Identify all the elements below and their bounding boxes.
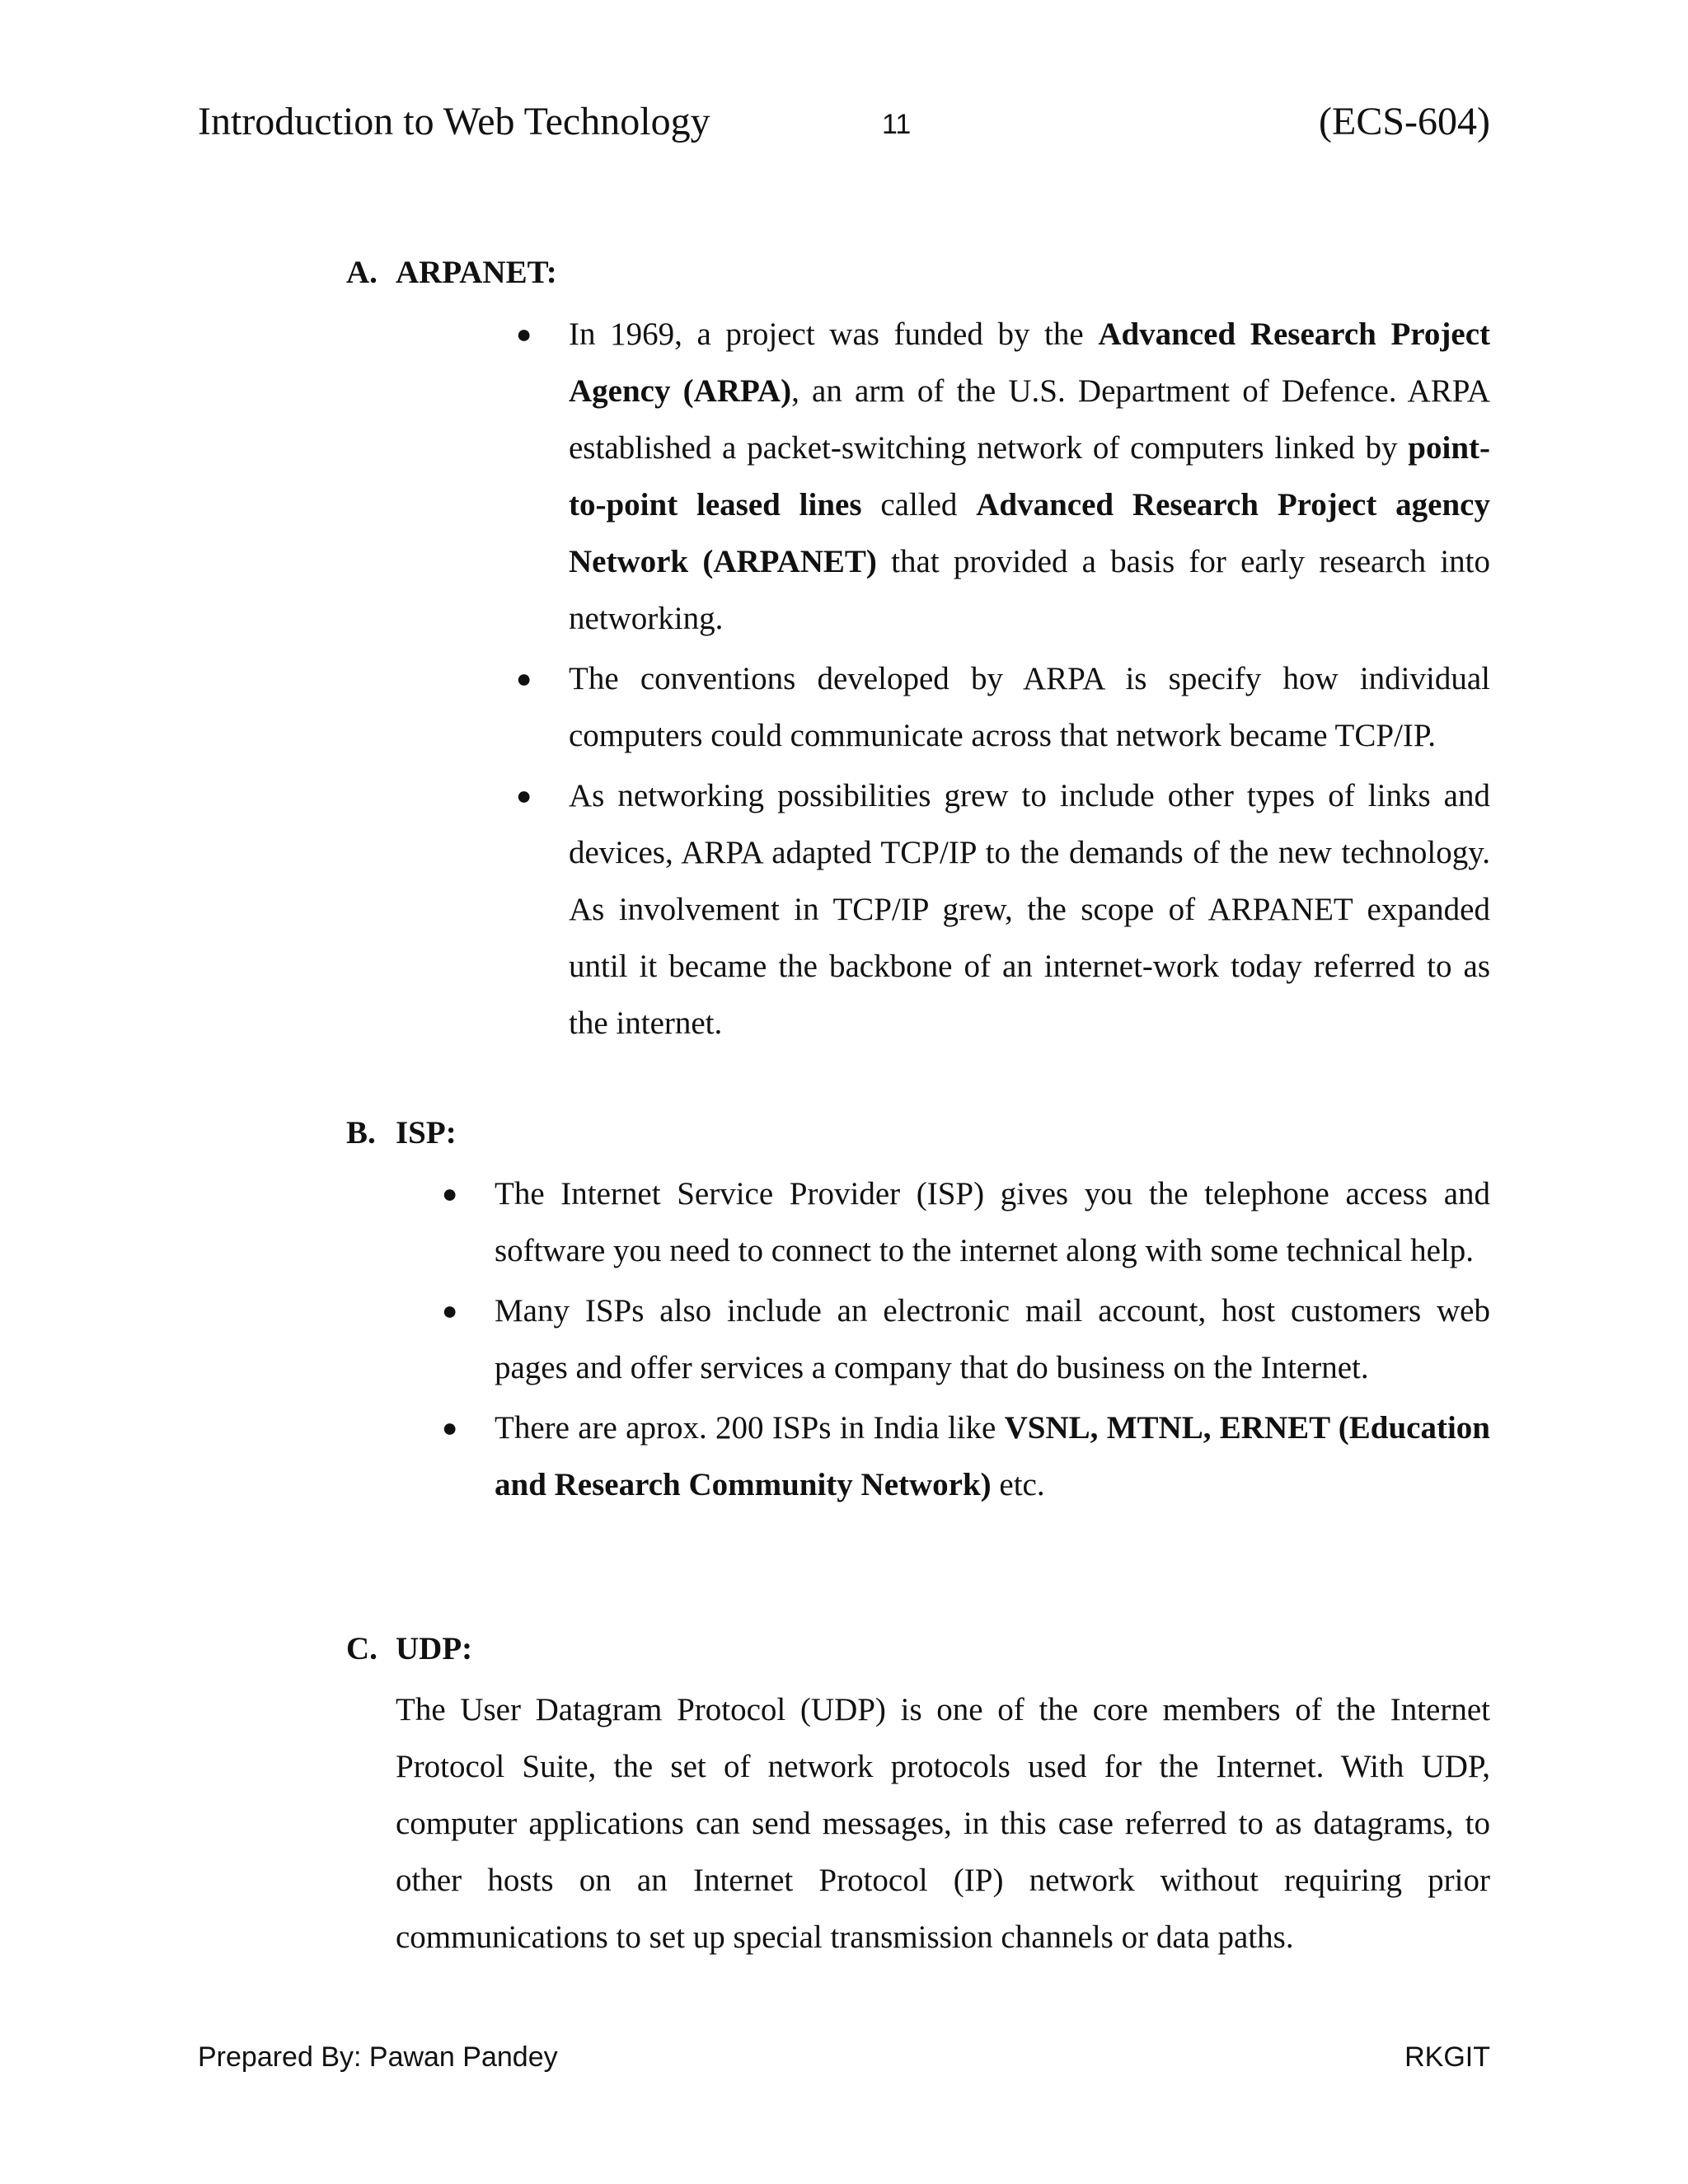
bullet-icon: ● <box>516 780 532 810</box>
bullet-icon: ● <box>516 319 532 349</box>
footer-prepared-by: Prepared By: Pawan Pandey <box>198 2041 558 2073</box>
section-c-heading <box>346 1629 472 1670</box>
list-item <box>516 306 1491 647</box>
bullet-text: The Internet Service Provider (ISP) gives you the telephone access and software you need to connect to the internet along with some technical help. <box>495 1176 1490 1268</box>
list-item <box>442 1165 1490 1279</box>
section-a-letter: A. <box>346 255 377 290</box>
section-a-title: ARPANET: <box>396 255 557 290</box>
bullet-icon: ● <box>442 1296 458 1325</box>
section-a-bullet-list <box>516 306 1491 1055</box>
section-a-heading <box>346 252 557 293</box>
bullet-text: There are aprox. 200 ISPs in India like VSNL, MTNL, ERNET (Education and Research Community Network) etc. <box>495 1410 1490 1502</box>
section-b-letter: B. <box>346 1115 376 1151</box>
section-b-title: ISP: <box>396 1115 457 1151</box>
header-title: Introduction to Web Technology <box>198 100 710 143</box>
section-c-title: UDP: <box>396 1631 473 1666</box>
footer-institute: RKGIT <box>1404 2041 1490 2073</box>
list-item <box>516 767 1490 1052</box>
course-code: (ECS-604) <box>1319 100 1490 143</box>
bullet-icon: ● <box>442 1179 458 1208</box>
bullet-icon: ● <box>516 663 532 693</box>
bullet-text: The conventions developed by ARPA is specify how individual computers could communicate across that network became TCP/IP. <box>569 661 1490 753</box>
list-item <box>442 1282 1490 1396</box>
list-item <box>516 650 1490 764</box>
list-item <box>442 1399 1490 1513</box>
bullet-text: Many ISPs also include an electronic mail account, host customers web pages and offer services a company that do business on the Internet. <box>495 1293 1490 1385</box>
section-c-letter: C. <box>346 1631 377 1666</box>
bullet-text: As networking possibilities grew to include other types of links and devices, ARPA adapted TCP/IP to the demands of the new technology. As involvement in TCP/IP grew, the scope of ARPANET expanded until it became the backbone of an internet-work today referred to as the internet. <box>569 778 1490 1041</box>
bullet-text: In 1969, a project was funded by the Advanced Research Project Agency (ARPA), an arm of the U.S. Department of Defence. ARPA established a packet-switching network of computers linked by point-to-point leased lines called Advanced Research Project agency Network (ARPANET) that provided a basis for early research into networking. <box>569 316 1491 636</box>
section-b-heading <box>346 1113 457 1154</box>
page-number: 11 <box>882 109 912 140</box>
section-c-paragraph: The User Datagram Protocol (UDP) is one of the core members of the Internet Protocol Suite, the set of network protocols used for the Internet. With UDP, computer applications can send messages, in this case referred to as datagrams, to other hosts on an Internet Protocol (IP) network without requiring prior communications to set up special transmission channels or data paths. <box>396 1692 1490 1955</box>
section-b-bullet-list <box>442 1165 1490 1516</box>
bullet-icon: ● <box>442 1413 458 1442</box>
